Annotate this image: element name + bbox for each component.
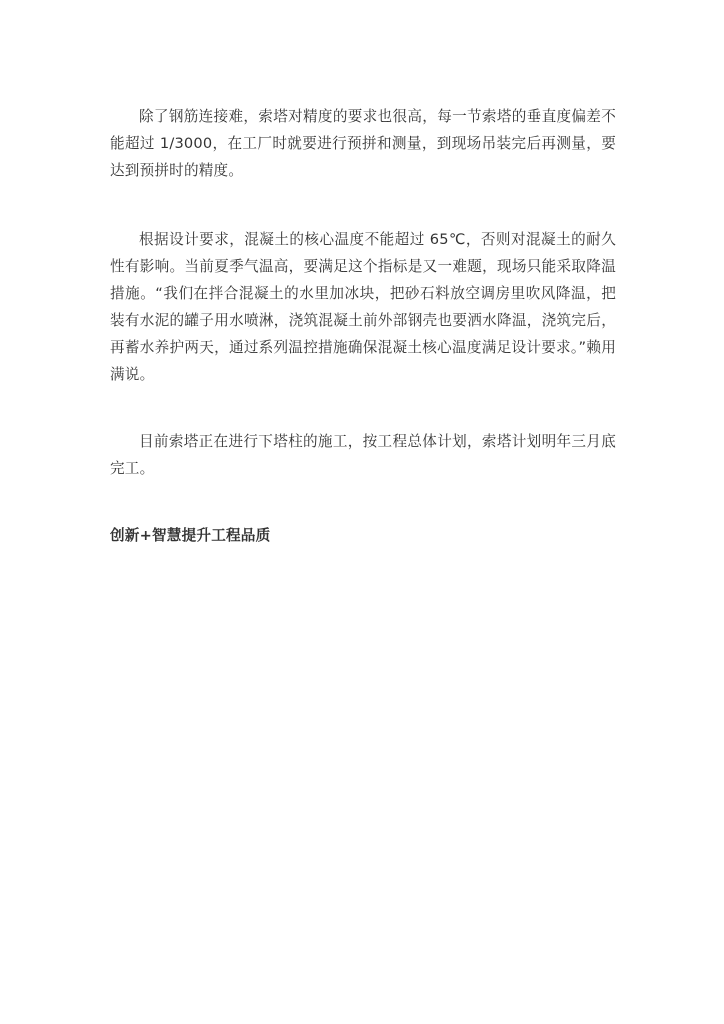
paragraph-concrete-temperature: 根据设计要求，混凝土的核心温度不能超过 65℃，否则对混凝土的耐久性有影响。当前夏季气温高，要满足这个指标是又一难题，现场只能采取降温措施。“我们在拌合混凝土的水里加冰块，把砂石料放空调房里吹风降温，把装有水泥的罐子用水喷淋，浇筑混凝土前外部钢壳也要洒水降温，浇筑完后，再蓄水养护两天，通过系列温控措施确保混凝土核心温度满足设计要求。”赖用满说。 <box>110 231 616 383</box>
paragraph-construction-progress: 目前索塔正在进行下塔柱的施工，按工程总体计划，索塔计划明年三月底完工。 <box>110 433 616 477</box>
section-heading: 创新+智慧提升工程品质 <box>110 527 271 544</box>
article-body <box>110 103 616 549</box>
paragraph-rebar-precision: 除了钢筋连接难，索塔对精度的要求也很高，每一节索塔的垂直度偏差不能超过 1/3000，在工厂时就要进行预拼和测量，到现场吊装完后再测量，要达到预拼时的精度。 <box>110 108 616 179</box>
